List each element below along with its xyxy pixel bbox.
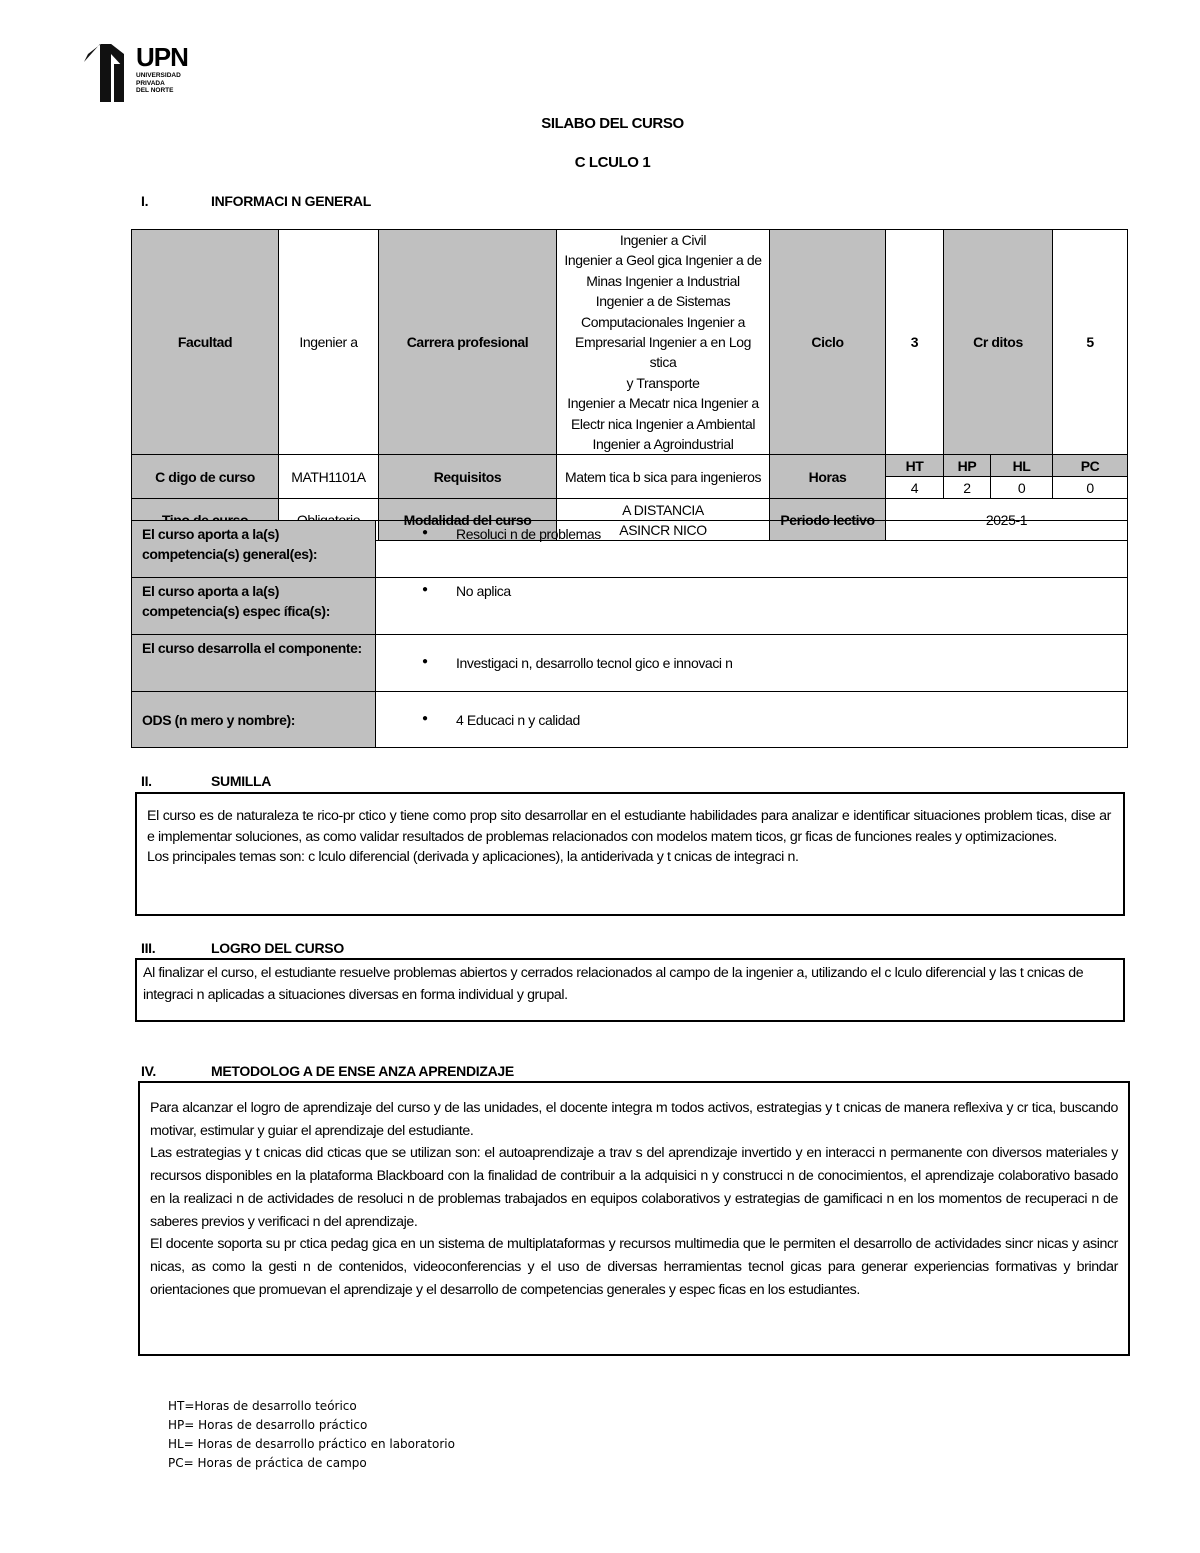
hours-header-pc: PC [1053,455,1128,477]
hours-value-hp: 2 [944,477,991,499]
carrera-label: Carrera profesional [379,230,557,455]
carrera-line: y Transporte [626,374,700,391]
creditos-value: 5 [1053,230,1128,455]
section-label: INFORMACI N GENERAL [211,193,371,209]
competencias-table [131,520,1128,748]
carrera-line: Empresarial Ingenier a en Log stica [575,334,751,371]
requisitos-label: Requisitos [379,455,557,499]
hours-value-hl: 0 [991,477,1053,499]
modalidad-line: A DISTANCIA [622,501,704,518]
codigo-label: C digo de curso [132,455,279,499]
ciclo-label: Ciclo [770,230,886,455]
logro-box [135,958,1125,1022]
hours-value-ht: 4 [886,477,944,499]
upn-arrow-icon [84,44,134,104]
componente-value: ● Investigaci n, desarrollo tecnol gico e innovaci n [422,655,1127,671]
ods-label: ODS (n mero y nombre): [132,692,376,748]
general-info-table [131,229,1128,541]
logro-text: Al finalizar el curso, el estudiante resuelve problemas abiertos y cerrados relacionados al campo de la ingenier a, utilizando el c lculo diferencial y las t cnicas de integraci n aplicadas a situaciones diversas en forma individual y grupal. [143,965,1084,1003]
creditos-label: Cr ditos [944,230,1053,455]
modalidad-label: Modalidad del curso [379,499,557,541]
footnote-ht: HT=Horas de desarrollo teórico [168,1399,357,1413]
competencia-especifica-value: ● No aplica [422,583,1127,599]
upn-logo [84,44,194,104]
section-number: II. [141,773,152,789]
periodo-value: 2025-1 [886,499,1128,541]
carreras-list [557,230,770,455]
carrera-line: Ingenier a de Sistemas [595,293,731,310]
footnote-pc: PC= Horas de práctica de campo [168,1456,367,1470]
section-number: IV. [141,1063,156,1079]
sumilla-box [135,792,1125,916]
section-number: I. [141,193,149,209]
section-label: SUMILLA [211,773,272,789]
metodologia-paragraph: El docente soporta su pr ctica pedag gica en un sistema de multiplataformas y recursos multimedia que le permiten el desarrollo de actividades sincr nicas y asincr nicas, as como la gesti n de contenidos, videoconferencias y el uso de diversas herramientas tecnol gicas para generar experiencias formativas y brindar orientaciones que promuevan el aprendizaje y el desarrollo de competencias generales y espec ficas en los estudiantes. [150,1236,1118,1298]
footnote-hl: HL= Horas de desarrollo práctico en laboratorio [168,1437,455,1451]
competencia-general-label: El curso aporta a la(s) competencia(s) general(es): [132,521,376,578]
hours-header-hp: HP [944,455,991,477]
carrera-line: Computacionales Ingenier a [581,313,745,330]
codigo-value: MATH1101A [279,455,379,499]
footnotes [168,1397,455,1473]
sumilla-paragraph: Los principales temas son: c lculo diferencial (derivada y aplicaciones), la antiderivada y t cnicas de integraci n. [147,849,799,865]
logo-name: UPN [136,42,188,72]
ciclo-value: 3 [886,230,944,455]
requisitos-value: Matem tica b sica para ingenieros [557,455,770,499]
course-name: C LCULO 1 [574,154,651,171]
section-number: III. [141,940,156,956]
facultad-label: Facultad [132,230,279,455]
document-title: SILABO DEL CURSO [541,115,684,132]
carrera-line: Ingenier a Mecatr nica Ingenier a [567,395,759,412]
carrera-line: Ingenier a Agroindustrial [592,436,734,453]
logo-subtitle-line: PRIVADA [136,79,165,87]
competencia-especifica-label: El curso aporta a la(s) competencia(s) espec ífica(s): [132,578,376,635]
footnote-hp: HP= Horas de desarrollo práctico [168,1418,368,1432]
logo-subtitle-line: UNIVERSIDAD [136,72,181,79]
section-label: LOGRO DEL CURSO [211,940,344,956]
carrera-line: Minas Ingenier a Industrial [586,272,740,289]
metodologia-box [138,1081,1130,1356]
section-label: METODOLOG A DE ENSE ANZA APRENDIZAJE [211,1063,514,1079]
competencia-general-value: ● Resoluci n de problemas [422,526,1127,542]
carrera-line: Electr nica Ingenier a Ambiental [570,415,756,432]
horas-label: Horas [770,455,886,499]
metodologia-paragraph: Las estrategias y t cnicas did cticas que se utilizan son: el autoaprendizaje a trav s del aprendizaje invertido y en interacci n permanente con diversos materiales y recursos disponibles en la plataforma Blackboard con la finalidad de contribuir a la adquisici n y construcci n de conocimientos, el aprendizaje colaborativo basado en la realizaci n de actividades de resoluci n de problemas trabajados en equipos colaborativos y estrategias de gamificaci n en los momentos de recuperaci n de saberes previos y verificaci n del aprendizaje. [150,1145,1118,1230]
facultad-value: Ingenier a [279,230,379,455]
hours-header-hl: HL [991,455,1053,477]
metodologia-paragraph: Para alcanzar el logro de aprendizaje del curso y de las unidades, el docente integra m todos activos, estrategias y t cnicas de manera reflexiva y cr tica, buscando motivar, estimular y guiar el aprendizaje del estudiante. [150,1100,1118,1139]
hours-header-ht: HT [886,455,944,477]
carrera-line: Ingenier a Geol gica Ingenier a de [564,252,762,269]
ods-value: ● 4 Educaci n y calidad [422,712,1127,728]
modalidad-line: ASINCR NICO [619,521,707,538]
periodo-label: Periodo lectivo [770,499,886,541]
componente-label: El curso desarrolla el componente: [132,635,376,692]
logo-subtitle-line: DEL NORTE [136,87,174,94]
hours-value-pc: 0 [1053,477,1128,499]
carrera-line: Ingenier a Civil [619,232,707,248]
sumilla-paragraph: El curso es de naturaleza te rico-pr ctico y tiene como prop sito desarrollar en el estudiante habilidades para analizar e identificar situaciones problem ticas, dise ar e implementar soluciones, as como validar resultados de problemas relacionados con modelos matem ticos, gr ficas de funciones reales y optimizaciones. [147,808,1111,845]
